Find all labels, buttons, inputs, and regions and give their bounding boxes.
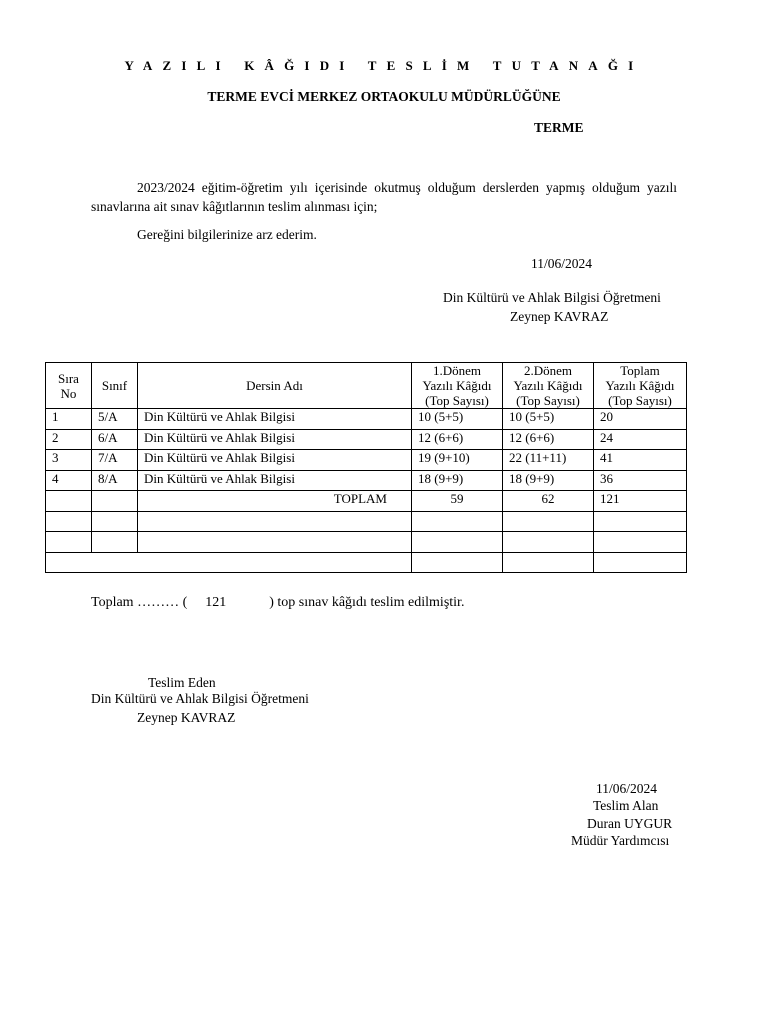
teacher-role: Din Kültürü ve Ahlak Bilgisi Öğretmeni [443,290,661,305]
cell-empty [92,491,138,512]
recipient-city: TERME [534,120,584,135]
body-paragraph: 2023/2024 eğitim-öğretim yılı içerisinde okutmuş olduğum derslerden yapmış olduğum yazılı sınavlarına ait sınav kâğıtlarının teslim alınması için; [91,180,677,214]
cell-class: 8/A [92,470,138,491]
header-total-line1: Toplam [620,363,660,378]
header-class: Sınıf [92,363,138,409]
cell-term2: 18 (9+9) [503,470,594,491]
cell-empty [594,552,687,573]
cell-term1: 18 (9+9) [412,470,503,491]
receiver-name: Duran UYGUR [587,816,673,831]
cell-term1: 19 (9+10) [412,450,503,471]
cell-empty [46,511,92,532]
cell-lesson: Din Kültürü ve Ahlak Bilgisi [138,470,412,491]
cell-empty [594,511,687,532]
cell-empty [412,552,503,573]
summary-count: 121 [205,595,227,610]
request-line: Gereğini bilgilerinize arz ederim. [137,227,317,242]
cell-no: 3 [46,450,92,471]
table-row [46,429,687,450]
sender-label: Teslim Eden [148,675,216,690]
empty-row [46,552,687,573]
cell-term1: 12 (6+6) [412,429,503,450]
cell-empty [503,552,594,573]
cell-class: 6/A [92,429,138,450]
summary-line [91,595,464,611]
cell-lesson: Din Kültürü ve Ahlak Bilgisi [138,409,412,430]
table-row [46,409,687,430]
cell-empty [92,532,138,553]
totals-term2: 62 [503,491,594,512]
header-term1-line3: (Top Sayısı) [425,393,489,408]
header-total-line2: Yazılı Kâğıdı [605,378,675,393]
document-title: YAZILI KÂĞIDI TESLİM TUTANAĞI [124,58,644,73]
cell-empty [503,511,594,532]
exam-papers-table [45,362,687,573]
header-term2-line3: (Top Sayısı) [516,393,580,408]
summary-prefix: Toplam ……… ( [91,595,188,610]
cell-empty [412,511,503,532]
header-no-line2: No [60,385,77,401]
cell-empty [46,552,412,573]
sender-name: Zeynep KAVRAZ [137,710,236,725]
cell-lesson: Din Kültürü ve Ahlak Bilgisi [138,450,412,471]
cell-empty [92,511,138,532]
cell-term2: 12 (6+6) [503,429,594,450]
recipient-heading: TERME EVCİ MERKEZ ORTAOKULU MÜDÜRLÜĞÜNE [207,89,561,104]
summary-suffix: ) top sınav kâğıdı teslim edilmiştir. [269,595,465,610]
cell-total: 20 [594,409,687,430]
header-no-line1: Sıra [58,370,79,386]
cell-total: 24 [594,429,687,450]
cell-term1: 10 (5+5) [412,409,503,430]
cell-total: 36 [594,470,687,491]
totals-label: TOPLAM [138,491,412,512]
cell-no: 4 [46,470,92,491]
cell-no: 1 [46,409,92,430]
teacher-name: Zeynep KAVRAZ [510,309,609,324]
header-term1 [412,363,503,409]
empty-row [46,511,687,532]
receiver-role: Müdür Yardımcısı [571,833,670,848]
cell-empty [503,532,594,553]
header-term2-line1: 2.Dönem [523,363,573,378]
totals-term1: 59 [412,491,503,512]
cell-empty [46,491,92,512]
cell-class: 5/A [92,409,138,430]
sender-role: Din Kültürü ve Ahlak Bilgisi Öğretmeni [91,691,309,706]
cell-lesson: Din Kültürü ve Ahlak Bilgisi [138,429,412,450]
header-term2-line2: Yazılı Kâğıdı [513,378,583,393]
table-header-row [46,363,687,409]
header-lesson: Dersin Adı [138,363,412,409]
cell-empty [412,532,503,553]
cell-empty [594,532,687,553]
header-term1-line2: Yazılı Kâğıdı [422,378,492,393]
cell-empty [138,511,412,532]
header-term1-line1: 1.Dönem [432,363,482,378]
header-total [594,363,687,409]
cell-empty [46,532,92,553]
empty-row [46,532,687,553]
cell-term2: 22 (11+11) [503,450,594,471]
cell-no: 2 [46,429,92,450]
header-term2 [503,363,594,409]
cell-class: 7/A [92,450,138,471]
totals-total: 121 [594,491,687,512]
cell-total: 41 [594,450,687,471]
cell-empty [138,532,412,553]
cell-term2: 10 (5+5) [503,409,594,430]
receiver-date: 11/06/2024 [596,781,658,796]
table-row [46,470,687,491]
document-date: 11/06/2024 [531,256,593,271]
table-row [46,450,687,471]
header-no [46,363,92,409]
header-total-line3: (Top Sayısı) [608,393,672,408]
receiver-label: Teslim Alan [593,798,659,813]
totals-row [46,491,687,512]
